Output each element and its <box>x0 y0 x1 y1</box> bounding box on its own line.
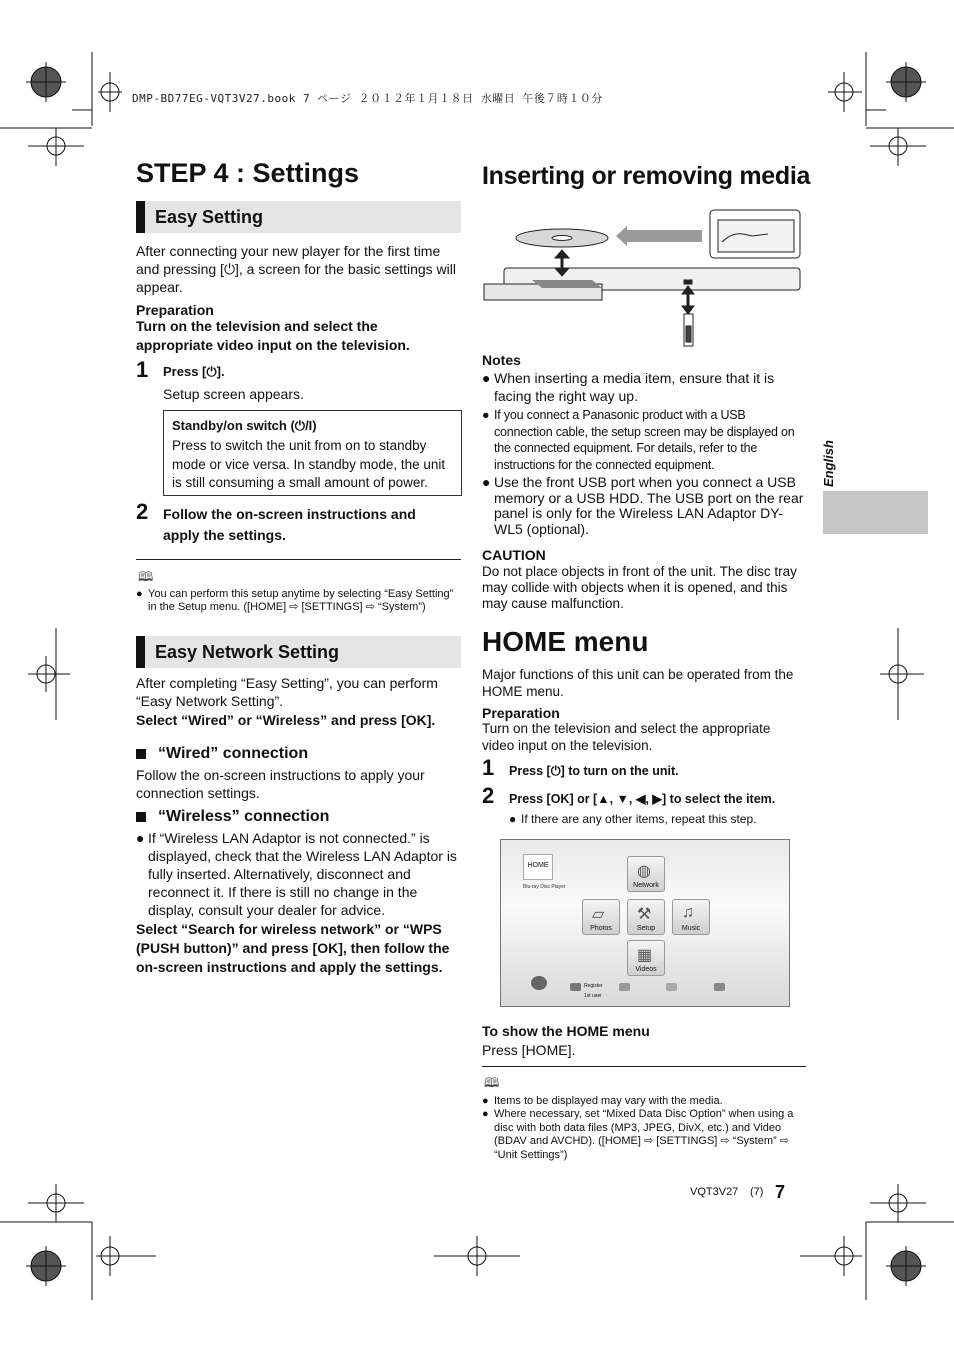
section-title-home: HOME menu <box>482 626 649 657</box>
caution-text: Do not place objects in front of the unit. The disc tray may collide with objects when it is opened, and this may cause malfunction. <box>482 564 797 611</box>
note-text: When inserting a media item, ensure that it is facing the right way up. <box>494 370 775 404</box>
preparation-label: Preparation <box>482 705 560 721</box>
menu-item-label: Photos <box>590 925 612 932</box>
menu-item-music[interactable] <box>672 899 710 935</box>
footnote-item: ● Items to be displayed may vary with the media. <box>482 1095 723 1107</box>
divider <box>136 559 461 560</box>
show-home-text: Press [HOME]. <box>482 1042 576 1058</box>
menu-item-videos[interactable] <box>627 940 665 976</box>
bullet-text: If “Wireless LAN Adaptor is not connected.” is displayed, check that the Wireless LAN Adaptor is fully inserted. Alternatively, disconnect and reconnect it. If there is still no change in the display, consult your dealer for advice. <box>148 830 457 918</box>
bullet-text: If there are any other items, repeat this step. <box>521 812 757 826</box>
step-text: Press [OK] or [▲, ▼, ◀, ▶] to select the item. <box>509 792 776 806</box>
intro-text: After completing “Easy Setting”, you can perform “Easy Network Setting”. <box>136 675 438 709</box>
note-text: If you connect a Panasonic product with a USB connection cable, the setup screen may be displayed on the connected equipment. For details, refer to the instructions for the connected equipment. <box>494 408 795 472</box>
home-menu-screenshot <box>500 839 790 1007</box>
caution-label: CAUTION <box>482 547 546 563</box>
footnote-item: ● Where necessary, set “Mixed Data Disc Option” when using a disc with both data files (MP3, JPEG, DivX, etc.) and Video (BDAV and AVCHD). ([HOME] ⇨ [SETTINGS] ⇨ “System” ⇨ “Unit Settings”) <box>482 1108 806 1162</box>
intro-text: After connecting your new player for the first time and pressing [⏻], a screen for the basic settings will appear. <box>136 243 457 295</box>
step-number: 2 <box>136 499 149 524</box>
page-title: STEP 4 : Settings <box>136 158 360 188</box>
wireless-title: “Wireless” connection <box>158 808 330 825</box>
box-text: Press to switch the unit from on to standby mode or vice versa. In standby mode, the unit is still consuming a small amount of power. <box>172 438 446 490</box>
preparation-text: Turn on the television and select the appropriate video input on the television. <box>136 318 410 353</box>
section-banner-easy-setting <box>136 201 461 233</box>
note-item: ● You can perform this setup anytime by selecting “Easy Setting” in the Setup menu. ([HOME] ⇨ [SETTINGS] ⇨ “System”) <box>136 588 461 614</box>
select-instruction: Select “Wired” or “Wireless” and press [OK]. <box>136 712 436 728</box>
footnote-text: Items to be displayed may vary with the media. <box>494 1095 723 1107</box>
color-button-icon <box>570 983 581 991</box>
section-heading: Easy Setting <box>155 206 264 227</box>
wireless-bullet: ● If “Wireless LAN Adaptor is not connected.” is displayed, check that the Wireless LAN Adaptor is fully inserted. Alternatively, disconnect and reconnect it. If there is still no change in the display, consult your dealer for advice. <box>136 829 461 919</box>
toolbox-icon: ⚒ <box>637 906 652 923</box>
notes-label: Notes <box>482 352 521 368</box>
step-number: 1 <box>136 357 149 382</box>
wired-text: Follow the on-screen instructions to apply your connection settings. <box>136 767 425 801</box>
register-label: Register <box>584 983 603 989</box>
divider <box>482 1066 806 1067</box>
first-user-label: 1st user <box>584 993 602 999</box>
menu-item-photos[interactable] <box>582 899 620 935</box>
note-item: ● If you connect a Panasonic product with a USB connection cable, the setup screen may be displayed on the connected equipment. For details, refer to the instructions for the connected equipment. <box>482 407 804 473</box>
file-info-header: DMP-BD77EG-VQT3V27.book 7 ページ ２０１２年１月１８日 水曜日 午後７時１０分 <box>132 92 603 105</box>
film-icon: ▦ <box>637 947 653 964</box>
preparation-label: Preparation <box>136 302 214 318</box>
section-title-media: Inserting or removing media <box>482 162 811 190</box>
note-item: ● Use the front USB port when you connect a USB memory or a USB HDD. The USB port on the rear panel is only for the Wireless LAN Adaptor DY-WL5 (optional). <box>482 474 804 537</box>
menu-item-network[interactable] <box>627 856 665 892</box>
music-icon: ♫ <box>682 904 694 921</box>
standby-info-box <box>163 410 462 496</box>
menu-item-setup[interactable] <box>627 899 665 935</box>
globe-icon: ◍ <box>637 863 651 880</box>
user-icon <box>531 976 547 990</box>
footnote-text: Where necessary, set “Mixed Data Disc Option” when using a disc with both data files (MP3, JPEG, DivX, etc.) and Video (BDAV and AVCHD). ([HOME] ⇨ [SETTINGS] ⇨ “System” ⇨ “Unit Settings”) <box>494 1108 794 1161</box>
color-button-icon <box>714 983 725 991</box>
wired-title: “Wired” connection <box>158 745 309 762</box>
step-text: Follow the on-screen instructions and apply the settings. <box>163 506 416 543</box>
section-heading: Easy Network Setting <box>155 641 340 662</box>
step-text: Press [⏻] to turn on the unit. <box>509 764 679 778</box>
page-number: 7 <box>775 1182 786 1202</box>
show-home-label: To show the HOME menu <box>482 1023 650 1039</box>
menu-item-label: Setup <box>636 925 656 932</box>
menu-item-label: Music <box>681 925 701 932</box>
photos-icon: ▱ <box>592 906 605 923</box>
step-title: Press [⏻]. <box>163 364 225 379</box>
step-number: 2 <box>482 783 495 808</box>
media-insertion-illustration <box>482 206 804 348</box>
step-number: 1 <box>482 755 495 780</box>
color-button-icon <box>619 983 630 991</box>
book-icon: 🕮 <box>484 1075 500 1090</box>
step-bullet: ● If there are any other items, repeat this step. <box>509 812 757 826</box>
section-banner-easy-network <box>136 636 461 668</box>
menu-item-label: Network <box>633 882 659 889</box>
note-text: You can perform this setup anytime by selecting “Easy Setting” in the Setup menu. ([HOME] ⇨ [SETTINGS] ⇨ “System”) <box>148 588 454 613</box>
player-label: Blu-ray Disc Player <box>523 884 566 890</box>
step-text: Setup screen appears. <box>163 386 304 402</box>
note-item: ● When inserting a media item, ensure that it is facing the right way up. <box>482 369 804 405</box>
wired-heading <box>136 745 308 763</box>
language-tab <box>823 491 928 534</box>
home-label: HOME <box>523 854 553 880</box>
language-tab-label: English <box>821 440 836 487</box>
book-icon: 🕮 <box>138 569 154 584</box>
menu-item-label: Videos <box>635 966 657 973</box>
wireless-instruction: Select “Search for wireless network” or “WPS (PUSH button)” and press [OK], then follow the on-screen instructions and apply the settings. <box>136 921 450 975</box>
wireless-heading <box>136 808 329 826</box>
doc-code: VQT3V27 <box>690 1186 739 1198</box>
color-button-icon <box>666 983 677 991</box>
note-text: Use the front USB port when you connect a USB memory or a USB HDD. The USB port on the rear panel is only for the Wireless LAN Adaptor DY-WL5 (optional). <box>494 474 804 537</box>
box-title: Standby/on switch (⏻/I) <box>172 418 317 433</box>
home-intro: Major functions of this unit can be operated from the HOME menu. <box>482 667 794 699</box>
page-paren: (7) <box>750 1186 764 1198</box>
preparation-text: Turn on the television and select the appropriate video input on the television. <box>482 721 771 753</box>
